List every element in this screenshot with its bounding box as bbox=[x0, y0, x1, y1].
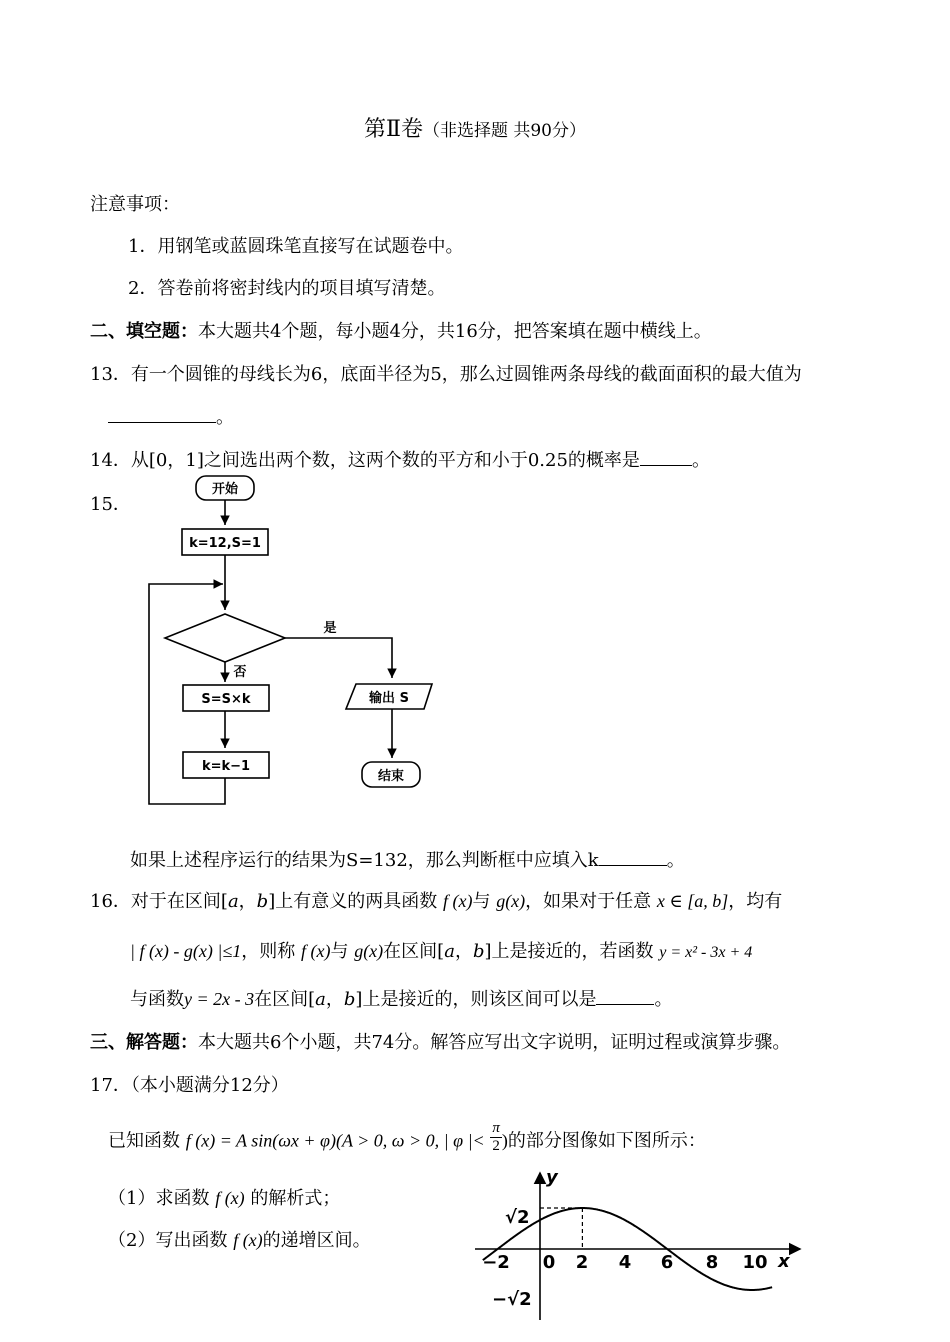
y-tick-label: −√2 bbox=[492, 1289, 532, 1310]
decision-node bbox=[165, 614, 285, 662]
output-label: 输出 S bbox=[369, 691, 409, 706]
q16-text: 在区间[ bbox=[383, 941, 445, 962]
section2-text: 本大题共4个题，每小题4分，共16分，把答案填在题中横线上。 bbox=[198, 321, 712, 342]
q15-text: 如果上述程序运行的结果为S=132，那么判断框中应填入k bbox=[130, 850, 599, 871]
section2-heading bbox=[90, 317, 712, 343]
math-inequality: | f (x) - g(x) |≤1 bbox=[130, 941, 242, 961]
y-axis-label: y bbox=[546, 1167, 558, 1188]
x-tick-label: 8 bbox=[705, 1252, 719, 1273]
section3-label: 三、解答题： bbox=[90, 1032, 198, 1053]
x-tick-label: 4 bbox=[618, 1252, 632, 1273]
q17-text: 的解析式； bbox=[250, 1188, 341, 1209]
q16-text: 与 bbox=[472, 891, 491, 912]
answer-blank[interactable] bbox=[108, 406, 216, 423]
q16-line2: | f (x) - g(x) |≤1，则称 f (x)与 g(x)在区间[a，b]上是接近的，若函数 y = x² - 3x + 4 bbox=[130, 941, 753, 962]
q14-text: 14．从[0，1]之间选出两个数，这两个数的平方和小于0.25的概率是 bbox=[90, 450, 640, 471]
section3-text: 本大题共6个小题，共74分。解答应写出文字说明，证明过程或演算步骤。 bbox=[198, 1032, 791, 1053]
math-f: f (x) bbox=[442, 891, 473, 911]
q17-text: （2）写出函数 bbox=[108, 1230, 228, 1251]
q16-text: 在区间[ bbox=[254, 989, 316, 1010]
q16-end: 。 bbox=[654, 989, 673, 1010]
answer-blank[interactable] bbox=[640, 449, 692, 466]
q16-text: 与函数 bbox=[130, 989, 184, 1010]
q13-end: 。 bbox=[216, 407, 234, 428]
section3-heading bbox=[90, 1028, 790, 1054]
q16-line1 bbox=[90, 887, 782, 913]
multiply-label: S=S×k bbox=[201, 692, 251, 707]
end-label: 结束 bbox=[377, 769, 405, 784]
init-label: k=12,S=1 bbox=[189, 536, 261, 551]
math-func1: y = x² - 3x + 4 bbox=[659, 944, 753, 961]
q16-text: 与 bbox=[330, 941, 349, 962]
x-tick-label: 2 bbox=[575, 1252, 589, 1273]
fraction-pi-over-2 bbox=[490, 1120, 502, 1155]
q16-text: 16．对于在区间[ bbox=[90, 891, 228, 912]
x-tick-label: −2 bbox=[482, 1252, 510, 1273]
q15-end: 。 bbox=[666, 850, 685, 871]
math-close: ) bbox=[501, 1130, 508, 1151]
q17-stem bbox=[108, 1120, 706, 1159]
x-tick-label: 10 bbox=[742, 1252, 768, 1273]
notes-heading: 注意事项： bbox=[90, 194, 180, 215]
q16-text: ]上有意义的两具函数 bbox=[268, 891, 438, 912]
q16-text: ，如果对于任意 bbox=[525, 891, 652, 912]
math-g: g(x) bbox=[354, 941, 384, 961]
q17-part2 bbox=[108, 1226, 371, 1252]
q17-header: 17．（本小题满分12分） bbox=[90, 1075, 289, 1096]
math-func2: y = 2x - 3 bbox=[184, 989, 255, 1009]
math-f: f (x) bbox=[233, 1230, 263, 1250]
math-g: g(x) bbox=[496, 891, 526, 911]
section-title bbox=[0, 112, 950, 143]
math-interval: x ∈ [a, b] bbox=[656, 891, 729, 911]
answer-blank[interactable] bbox=[596, 988, 654, 1005]
q16-text: ，均有 bbox=[728, 891, 783, 912]
start-label: 开始 bbox=[211, 482, 239, 497]
note-item: 2．答卷前将密封线内的项目填写清楚。 bbox=[128, 278, 446, 299]
q16-text: ，则称 bbox=[241, 941, 296, 962]
section2-label: 二、填空题： bbox=[90, 321, 198, 342]
title-sub: （非选择题 共90分） bbox=[422, 121, 586, 141]
fraction-num: π bbox=[492, 1120, 500, 1136]
math-f: f (x) bbox=[300, 941, 331, 961]
q16-text: ， bbox=[238, 891, 257, 912]
fraction-den: 2 bbox=[492, 1138, 500, 1154]
title-main: 第Ⅱ卷 bbox=[363, 117, 423, 142]
x-tick-label: 6 bbox=[660, 1252, 674, 1273]
answer-blank[interactable] bbox=[599, 849, 667, 866]
flowchart bbox=[140, 468, 450, 813]
q16-line3: 与函数y = 2x - 3在区间[a，b]上是接近的，则该区间可以是 。 bbox=[130, 989, 673, 1010]
q13-answer bbox=[108, 403, 234, 429]
x-tick-label: 0 bbox=[542, 1252, 556, 1273]
q17-text: （1）求函数 bbox=[108, 1188, 210, 1209]
q15-number: 15． bbox=[90, 494, 131, 515]
q16-text: ]上是接近的，则该区间可以是 bbox=[355, 989, 597, 1010]
yes-label: 是 bbox=[323, 621, 337, 636]
q17-part1 bbox=[108, 1184, 340, 1210]
note-item: 1．用钢笔或蓝圆珠笔直接写在试题卷中。 bbox=[128, 236, 464, 257]
q15-question bbox=[130, 846, 685, 872]
math-f: f (x) bbox=[215, 1188, 245, 1208]
no-label: 否 bbox=[233, 665, 247, 680]
decrement-label: k=k−1 bbox=[201, 759, 251, 774]
y-tick-label: √2 bbox=[505, 1207, 530, 1228]
var-b: b bbox=[472, 941, 485, 962]
var-a: a bbox=[444, 941, 455, 962]
q13-text: 13．有一个圆锥的母线长为6，底面半径为5，那么过圆锥两条母线的截面面积的最大值为 bbox=[90, 364, 802, 385]
x-axis-label: x bbox=[778, 1251, 790, 1272]
q17-text: 已知函数 bbox=[108, 1130, 180, 1152]
var-b: b bbox=[256, 891, 269, 912]
q17-text: 的递增区间。 bbox=[262, 1230, 371, 1251]
sine-graph bbox=[470, 1165, 810, 1325]
var-a: a bbox=[227, 891, 239, 912]
var-a: a bbox=[315, 989, 326, 1010]
q17-text: 的部分图像如下图所示： bbox=[507, 1130, 706, 1152]
q14-end: 。 bbox=[691, 450, 710, 471]
math-formula: f (x) = A sin(ωx + φ)(A > 0, ω > 0, | φ |< bbox=[185, 1130, 485, 1151]
q16-text: ]上是接近的，若函数 bbox=[484, 941, 654, 962]
var-b: b bbox=[343, 989, 356, 1010]
